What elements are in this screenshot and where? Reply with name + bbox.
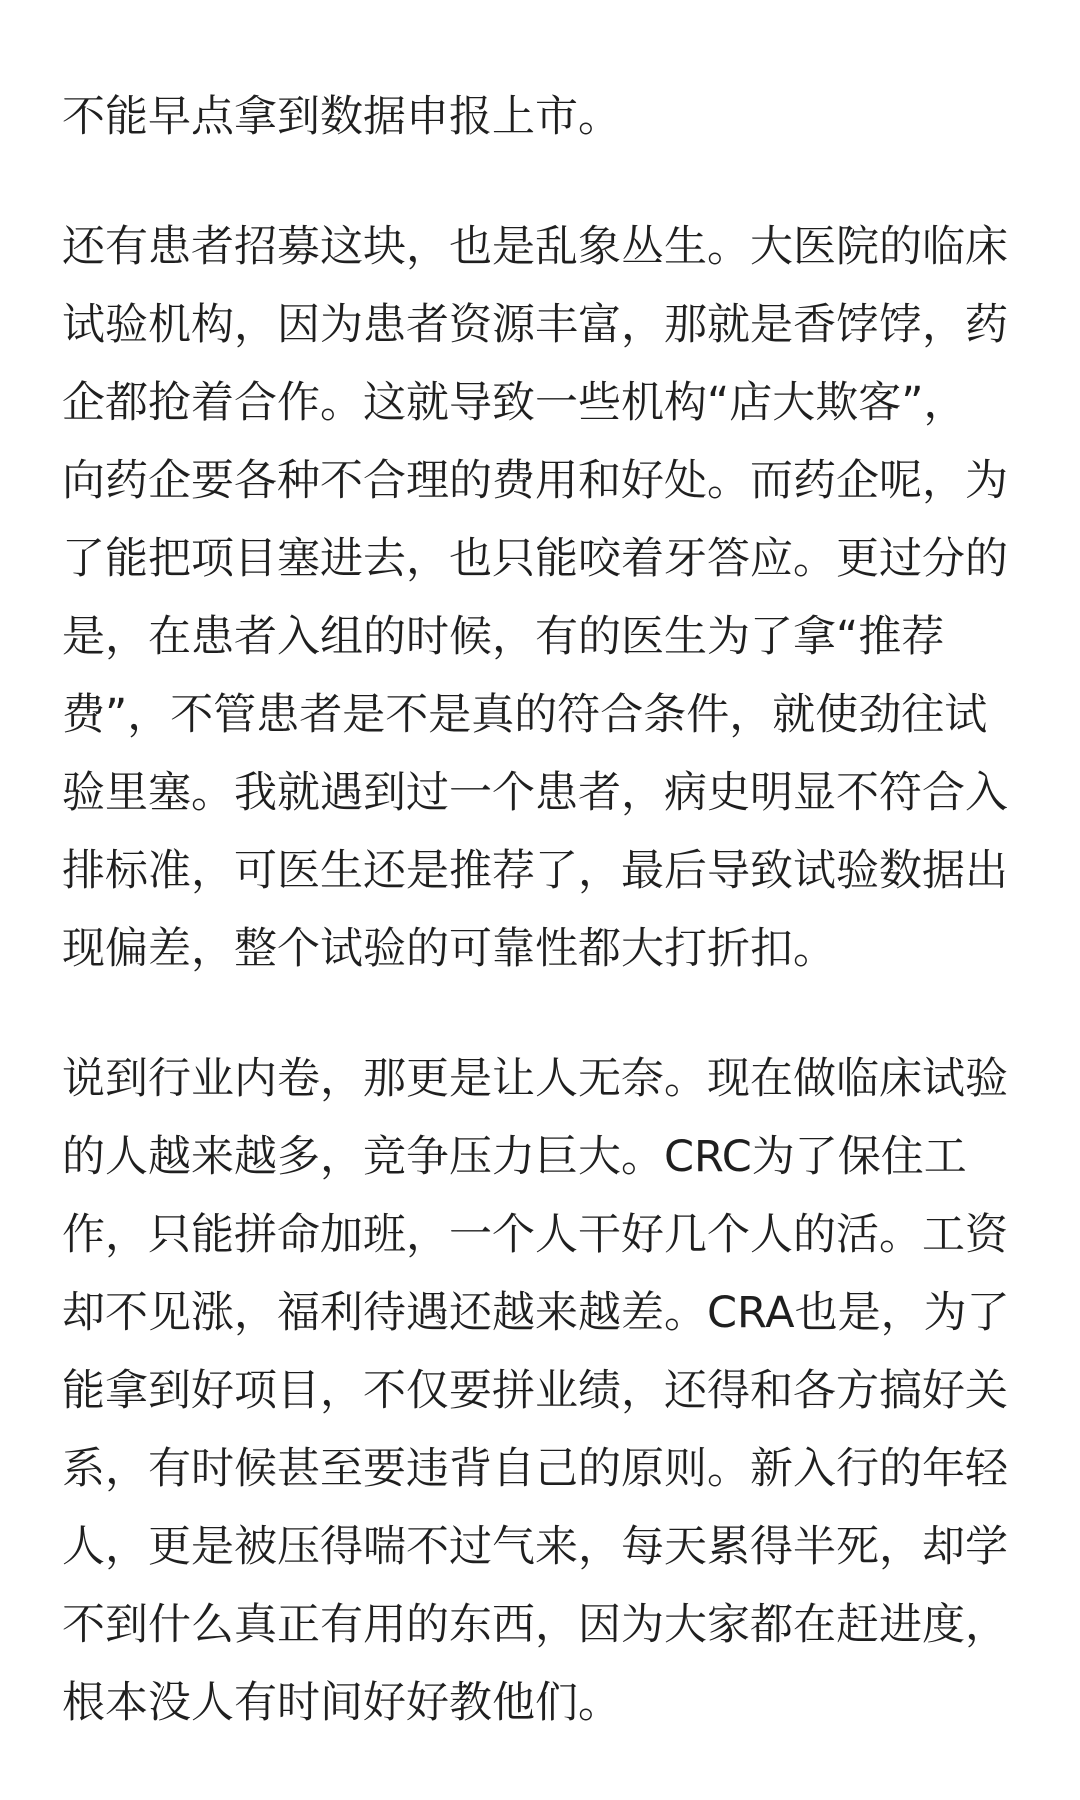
text-line: 还有患者招募这块，也是乱象丛生。大医院的临床: [62, 222, 1008, 272]
text-line: 费”，不管患者是不是真的符合条件，就使劲往试: [62, 690, 988, 740]
text-line: 验里塞。我就遇到过一个患者，病史明显不符合入: [62, 768, 1008, 818]
text-line: 不能早点拿到数据申报上市。: [62, 92, 621, 142]
text-line: 试验机构，因为患者资源丰富，那就是香饽饽，药: [62, 300, 1008, 350]
text-line: 能拿到好项目，不仅要拼业绩，还得和各方搞好关: [62, 1366, 1008, 1416]
text-line: 系，有时候甚至要违背自己的原则。新入行的年轻: [62, 1444, 1008, 1494]
text-line: 了能把项目塞进去，也只能咬着牙答应。更过分的: [62, 534, 1008, 584]
text-line: 企都抢着合作。这就导致一些机构“店大欺客”，: [62, 378, 967, 428]
text-line: 说到行业内卷，那更是让人无奈。现在做临床试验: [62, 1054, 1008, 1104]
text-line: 排标准，可医生还是推荐了，最后导致试验数据出: [62, 846, 1008, 896]
text-line: 向药企要各种不合理的费用和好处。而药企呢，为: [62, 456, 1008, 506]
text-line: 是，在患者入组的时候，有的医生为了拿“推荐: [62, 612, 945, 662]
text-line: 现偏差，整个试验的可靠性都大打折扣。: [62, 924, 836, 974]
text-line: 不到什么真正有用的东西，因为大家都在赶进度，: [62, 1600, 1008, 1650]
text-line: 的人越来越多，竞争压力巨大。CRC为了保住工: [62, 1132, 967, 1182]
text-line: 根本没人有时间好好教他们。: [62, 1678, 621, 1728]
text-line: 作，只能拼命加班，一个人干好几个人的活。工资: [62, 1210, 1008, 1260]
text-line: 人，更是被压得喘不过气来，每天累得半死，却学: [62, 1522, 1008, 1572]
text-line: 却不见涨，福利待遇还越来越差。CRA也是，为了: [62, 1288, 1010, 1338]
